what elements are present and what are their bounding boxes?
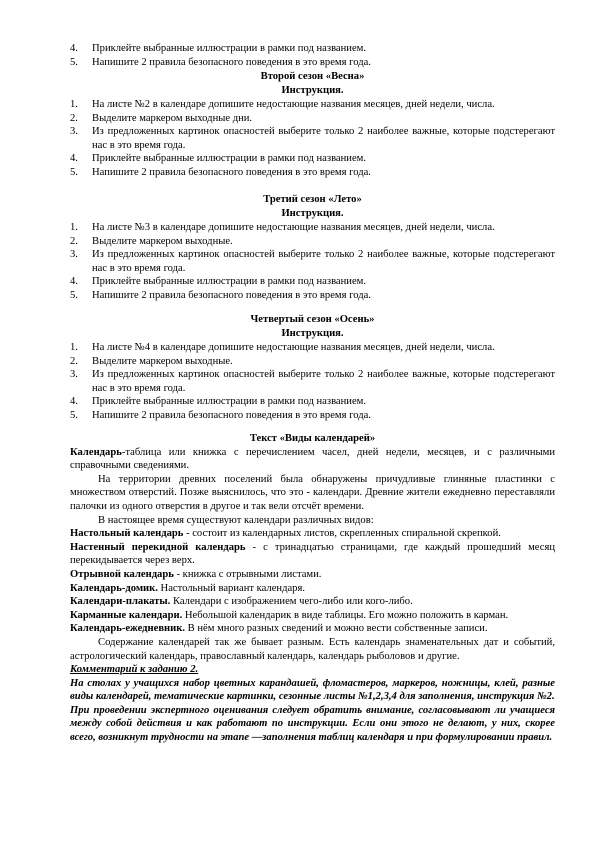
item-number: 4. (70, 276, 78, 288)
item-text: Напишите 2 правила безопасного поведения в это время года. (92, 56, 371, 68)
type-text: - состоит из календарных листов, скрепленных спиральной скрепкой. (183, 528, 501, 540)
type-term: Настенный перекидной календарь (70, 541, 246, 553)
definition-paragraph (70, 446, 555, 473)
list-item (70, 166, 555, 180)
type-text: Небольшой календарик в виде таблицы. Его можно положить в карман. (182, 609, 509, 621)
list-item (70, 248, 555, 275)
item-number: 2. (70, 235, 78, 247)
type-term: Карманные календари. (70, 609, 183, 621)
season2-section (70, 70, 555, 97)
content-paragraph: Содержание календарей так же бывает разным. Есть календарь знаменательных дат и событий, астрологический календарь, православный календарь, календарь рыболовов и другие. (70, 636, 555, 662)
list-item (70, 112, 555, 126)
type-term: Календарь-ежедневник. (70, 623, 186, 635)
season4-list (70, 341, 555, 423)
type-paragraph (70, 622, 555, 636)
section-title: Второй сезон «Весна» (260, 71, 365, 82)
type-paragraph (70, 527, 555, 541)
item-text: Напишите 2 правила безопасного поведения в это время года. (92, 289, 371, 301)
item-number: 4. (70, 43, 78, 54)
list-item (70, 152, 555, 166)
list-item (70, 409, 555, 423)
item-text: На листе №3 в календаре допишите недостающие названия месяцев, дней недели, числа. (92, 222, 495, 233)
type-paragraph (70, 541, 555, 568)
item-number: 4. (70, 396, 78, 408)
item-number: 3. (70, 369, 78, 381)
type-text: Календари с изображением чего-либо или кого-либо. (170, 596, 413, 608)
season4-section (70, 313, 555, 340)
item-text: На листе №2 в календаре допишите недостающие названия месяцев, дней недели, числа. (92, 99, 495, 110)
type-paragraph (70, 582, 555, 596)
item-number: 3. (70, 126, 78, 138)
comment-title: Комментарий к заданию 2. (70, 664, 199, 676)
season3-section (70, 193, 555, 220)
list-item (70, 341, 555, 355)
season2-list (70, 98, 555, 180)
item-text: Из предложенных картинок опасностей выберите только 2 наиболее важные, которые подстерегают нас в это время года. (92, 126, 555, 151)
type-term: Отрывной календарь (70, 568, 174, 580)
item-number: 2. (70, 112, 78, 124)
list-item (70, 235, 555, 249)
item-text: На листе №4 в календаре допишите недостающие названия месяцев, дней недели, числа. (92, 342, 495, 353)
history-paragraph: На территории древних поселений была обнаружены причудливые глиняные пластинки с множеством отверстий. Позже выяснилось, что это - календари. Древние жители ежедневно переставляли палочки из одного отверстия в другое и так вели отсчёт времени. (70, 473, 555, 512)
type-text: - с тринадцатью страницами, где каждый прошедший месяц перекидывается через верх. (70, 541, 555, 567)
item-text: Напишите 2 правила безопасного поведения в это время года. (92, 166, 371, 178)
type-term: Календари-плакаты. (70, 596, 171, 608)
item-text: Приклейте выбранные иллюстрации в рамки под названием. (92, 276, 367, 288)
season3-list (70, 221, 555, 303)
comment-paragraph: При проведении экспертного оценивания следует обратить внимание, согласовывают ли учащиеся между собой действия и как работают по инструкции. Если они этого не делают, у них, скорее всего, возникнут трудности на этапе —заполнения таблиц календаря и при формулировании правил. (70, 704, 555, 744)
comment-paragraph: На столах у учащихся набор цветных карандашей, фломастеров, маркеров, ножницы, клей, разные виды календарей, тематические картинки, сезонные листы №1,2,3,4 для заполнения, инструкция №2. (70, 677, 555, 703)
item-number: 4. (70, 153, 78, 165)
item-number: 3. (70, 249, 78, 261)
list-item (70, 56, 555, 70)
calendar-types-text (70, 432, 555, 745)
definition-text: -таблица или книжка с перечислением часел, дней недели, месяцев, и с различными справочными сведениями. (70, 446, 555, 472)
section-title: Четвертый сезон «Осень» (250, 314, 375, 325)
type-text: - книжка с отрывными листами. (173, 568, 322, 580)
item-text: Приклейте выбранные иллюстрации в рамки под названием. (92, 43, 367, 54)
type-text: В нём много разных сведений и можно вести собственные записи. (185, 623, 488, 635)
type-paragraph (70, 609, 555, 623)
item-text: Выделите маркером выходные. (92, 235, 233, 247)
item-text: Приклейте выбранные иллюстрации в рамки под названием. (92, 396, 367, 408)
instruction-heading: Инструкция. (281, 84, 344, 96)
type-paragraph (70, 595, 555, 609)
list-item (70, 42, 555, 56)
item-text: Выделите маркером выходные. (92, 355, 233, 367)
text-title: Текст «Виды календарей» (249, 433, 376, 444)
list-item (70, 125, 555, 152)
list-item (70, 221, 555, 235)
instruction-heading: Инструкция. (281, 207, 344, 219)
item-number: 5. (70, 409, 78, 421)
list-item (70, 368, 555, 395)
list-item (70, 98, 555, 112)
list-item (70, 275, 555, 289)
list-item (70, 355, 555, 369)
item-number: 2. (70, 355, 78, 367)
type-term: Настольный календарь (70, 528, 184, 540)
item-number: 5. (70, 166, 78, 178)
item-text: Напишите 2 правила безопасного поведения в это время года. (92, 409, 371, 421)
item-number: 1. (70, 222, 78, 233)
section-title: Третий сезон «Лето» (263, 194, 362, 205)
instruction-heading: Инструкция. (281, 327, 344, 339)
list-item (70, 289, 555, 303)
type-paragraph (70, 568, 555, 582)
item-text: Выделите маркером выходные дни. (92, 112, 253, 124)
item-text: Приклейте выбранные иллюстрации в рамки под названием. (92, 153, 367, 165)
item-number: 1. (70, 342, 78, 353)
item-number: 5. (70, 56, 78, 68)
type-text: Настольный вариант календаря. (157, 582, 305, 594)
definition-term: Календарь (70, 446, 122, 458)
type-term: Календарь-домик. (70, 582, 158, 594)
item-text: Из предложенных картинок опасностей выберите только 2 наиболее важные, которые подстерегают нас в это время года. (92, 249, 555, 274)
list-item (70, 395, 555, 409)
item-number: 5. (70, 289, 78, 301)
intro-paragraph: В настоящее время существуют календари различных видов: (98, 514, 374, 526)
item-text: Из предложенных картинок опасностей выберите только 2 наиболее важные, которые подстерегают нас в это время года. (92, 369, 555, 394)
season1-list (70, 42, 555, 69)
item-number: 1. (70, 99, 78, 110)
